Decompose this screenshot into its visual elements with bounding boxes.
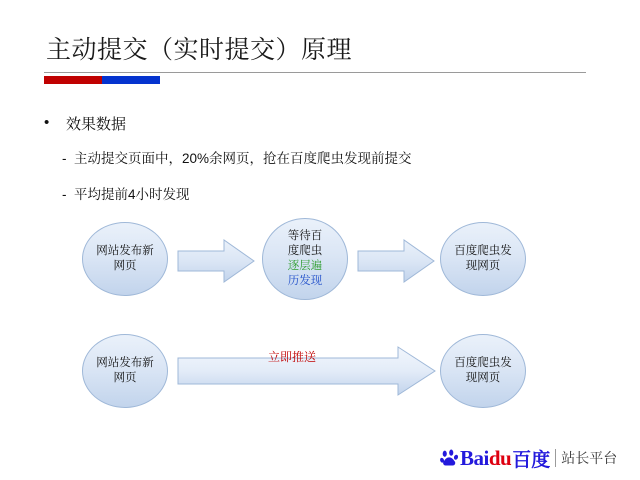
node-label: 网站发布新网页 bbox=[96, 357, 154, 384]
bullet-item bbox=[44, 113, 126, 134]
logo-du-text: du bbox=[488, 445, 512, 470]
sub-bullet-item bbox=[62, 147, 412, 167]
node-label-line2: 度爬虫 bbox=[287, 245, 323, 257]
node-label: 百度爬虫发现网页 bbox=[454, 245, 512, 272]
node-label: 网站发布新网页 bbox=[96, 245, 154, 272]
page-title: 主动提交（实时提交）原理 bbox=[46, 36, 353, 64]
dash-icon: - bbox=[62, 187, 67, 202]
node-label-line3: 逐层遍 bbox=[287, 260, 323, 272]
bullet-label: 效果数据 bbox=[66, 116, 127, 133]
dash-icon: - bbox=[62, 151, 67, 166]
sub-bullet-item bbox=[62, 183, 190, 203]
logo-platform-text: 站长平台 bbox=[561, 450, 618, 466]
node-label-line4: 历发现 bbox=[287, 275, 323, 287]
diagram-node-discovered-1 bbox=[440, 222, 526, 296]
logo-bai-text: Bai bbox=[460, 445, 489, 470]
sub-bullet-label: 主动提交页面中，20%余网页，抢在百度爬虫发现前提交 bbox=[74, 151, 412, 166]
baidu-logo bbox=[440, 446, 617, 470]
paw-icon bbox=[440, 449, 459, 468]
diagram-node-crawler-wait bbox=[262, 218, 348, 300]
sub-bullet-label: 平均提前4小时发现 bbox=[74, 187, 190, 202]
bullet-dot-icon: • bbox=[44, 114, 50, 131]
node-label-line1: 等待百 bbox=[287, 230, 323, 242]
accent-bar-blue bbox=[102, 76, 160, 84]
diagram-node-publish-2 bbox=[82, 334, 168, 408]
accent-bar-red bbox=[44, 76, 102, 84]
block-arrow-2 bbox=[356, 238, 436, 284]
node-label-group bbox=[280, 229, 331, 289]
node-label: 百度爬虫发现网页 bbox=[454, 357, 512, 384]
diagram-node-publish-1 bbox=[82, 222, 168, 296]
logo-divider bbox=[555, 449, 556, 467]
diagram-node-discovered-2 bbox=[440, 334, 526, 408]
arrow-label-push-now: 立即推送 bbox=[268, 350, 317, 364]
logo-cn-text: 百度 bbox=[512, 449, 551, 471]
block-arrow-1 bbox=[176, 238, 256, 284]
title-divider bbox=[44, 72, 586, 73]
